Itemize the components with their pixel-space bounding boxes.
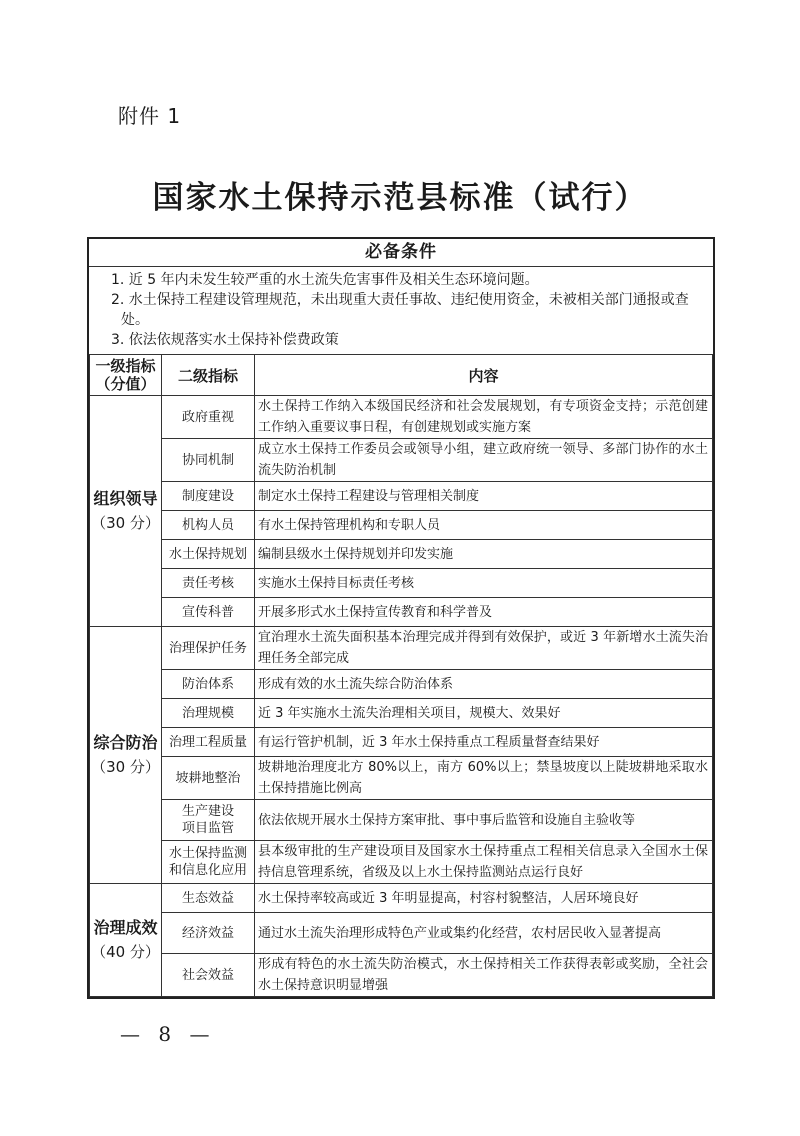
content-cell: 宜治理水土流失面积基本治理完成并得到有效保护，或近 3 年新增水土流失治理任务全部完成: [255, 627, 713, 670]
group-name: 综合防治: [93, 733, 158, 752]
table-row: [90, 540, 713, 569]
table-row: [90, 670, 713, 699]
indicator-cell: 治理保护任务: [162, 627, 255, 670]
header-level1-line2: （分值）: [95, 375, 156, 393]
indicator-cell: 治理工程质量: [162, 728, 255, 757]
requirements-list: [89, 267, 713, 354]
table-row: [90, 396, 713, 439]
indicator-cell: 水土保持规划: [162, 540, 255, 569]
indicator-cell: 坡耕地整治: [162, 757, 255, 800]
content-cell: 依法依规开展水土保持方案审批、事中事后监管和设施自主验收等: [255, 800, 713, 841]
group-score: （30 分）: [91, 514, 160, 532]
group-name: 组织领导: [93, 489, 158, 508]
group-cell-organization: [90, 396, 162, 627]
page-number: — 8 —: [120, 1022, 216, 1046]
header-level2: 二级指标: [162, 355, 255, 396]
indicator-cell: 协同机制: [162, 439, 255, 482]
indicator-line: 和信息化应用: [168, 863, 247, 878]
table-row: [90, 757, 713, 800]
indicator-line: 项目监管: [181, 821, 234, 836]
indicator-cell: 政府重视: [162, 396, 255, 439]
header-content: 内容: [255, 355, 713, 396]
indicator-cell: 制度建设: [162, 482, 255, 511]
requirement-item: 3. 依法依规落实水土保持补偿费政策: [111, 332, 339, 348]
content-cell: 形成有效的水土流失综合防治体系: [255, 670, 713, 699]
indicator-cell: 宣传科普: [162, 598, 255, 627]
header-level1-line1: 一级指标: [95, 357, 156, 375]
content-cell: 有运行管护机制，近 3 年水土保持重点工程质量督查结果好: [255, 728, 713, 757]
content-cell: 坡耕地治理度北方 80%以上，南方 60%以上；禁垦坡度以上陡坡耕地采取水土保持措施比例高: [255, 757, 713, 800]
table-row: [90, 482, 713, 511]
table-header-row: [90, 355, 713, 396]
table-row: [90, 954, 713, 997]
content-cell: 县本级审批的生产建设项目及国家水土保持重点工程相关信息录入全国水土保持信息管理系统，省级及以上水土保持监测站点运行良好: [255, 841, 713, 884]
content-cell: 成立水土保持工作委员会或领导小组，建立政府统一领导、多部门协作的水土流失防治机制: [255, 439, 713, 482]
group-score: （30 分）: [91, 758, 160, 776]
requirements-heading: 必备条件: [89, 239, 713, 267]
table-row: [90, 627, 713, 670]
requirement-item: 1. 近 5 年内未发生较严重的水土流失危害事件及相关生态环境问题。: [111, 272, 539, 288]
indicator-cell: 经济效益: [162, 913, 255, 954]
indicator-cell: 防治体系: [162, 670, 255, 699]
attachment-label: 附件 1: [118, 104, 182, 128]
indicator-cell: 责任考核: [162, 569, 255, 598]
header-level1: [90, 355, 162, 396]
table-row: [90, 728, 713, 757]
standards-table: [87, 237, 715, 999]
table-row: [90, 841, 713, 884]
table-row: [90, 511, 713, 540]
content-cell: 水土保持率较高或近 3 年明显提高，村容村貌整洁，人居环境良好: [255, 884, 713, 913]
table-row: [90, 569, 713, 598]
group-score: （40 分）: [91, 943, 160, 961]
indicator-cell: 生态效益: [162, 884, 255, 913]
content-cell: 编制县级水土保持规划并印发实施: [255, 540, 713, 569]
group-cell-prevention: [90, 627, 162, 884]
requirement-item: 2. 水土保持工程建设管理规范，未出现重大责任事故、违纪使用资金，未被相关部门通报或查处。: [111, 292, 689, 328]
table-row: [90, 699, 713, 728]
table-row: [90, 439, 713, 482]
table-row: [90, 884, 713, 913]
document-title: 国家水土保持示范县标准（试行）: [152, 180, 648, 216]
indicator-cell: [162, 800, 255, 841]
content-cell: 开展多形式水土保持宣传教育和科学普及: [255, 598, 713, 627]
content-cell: 通过水土流失治理形成特色产业或集约化经营，农村居民收入显著提高: [255, 913, 713, 954]
content-cell: 有水土保持管理机构和专职人员: [255, 511, 713, 540]
content-cell: 制定水土保持工程建设与管理相关制度: [255, 482, 713, 511]
group-name: 治理成效: [93, 918, 158, 937]
table-row: [90, 598, 713, 627]
indicator-cell: [162, 841, 255, 884]
content-cell: 水土保持工作纳入本级国民经济和社会发展规划，有专项资金支持；示范创建工作纳入重要议事日程，有创建规划或实施方案: [255, 396, 713, 439]
indicator-line: 水土保持监测: [168, 846, 247, 861]
indicator-cell: 机构人员: [162, 511, 255, 540]
indicator-line: 生产建设: [181, 804, 234, 819]
table-row: [90, 800, 713, 841]
content-cell: 近 3 年实施水土流失治理相关项目，规模大、效果好: [255, 699, 713, 728]
group-cell-outcomes: [90, 884, 162, 997]
indicator-cell: 治理规模: [162, 699, 255, 728]
content-cell: 实施水土保持目标责任考核: [255, 569, 713, 598]
table-row: [90, 913, 713, 954]
indicator-table: [89, 354, 713, 997]
indicator-cell: 社会效益: [162, 954, 255, 997]
content-cell: 形成有特色的水土流失防治模式，水土保持相关工作获得表彰或奖励，全社会水土保持意识明显增强: [255, 954, 713, 997]
